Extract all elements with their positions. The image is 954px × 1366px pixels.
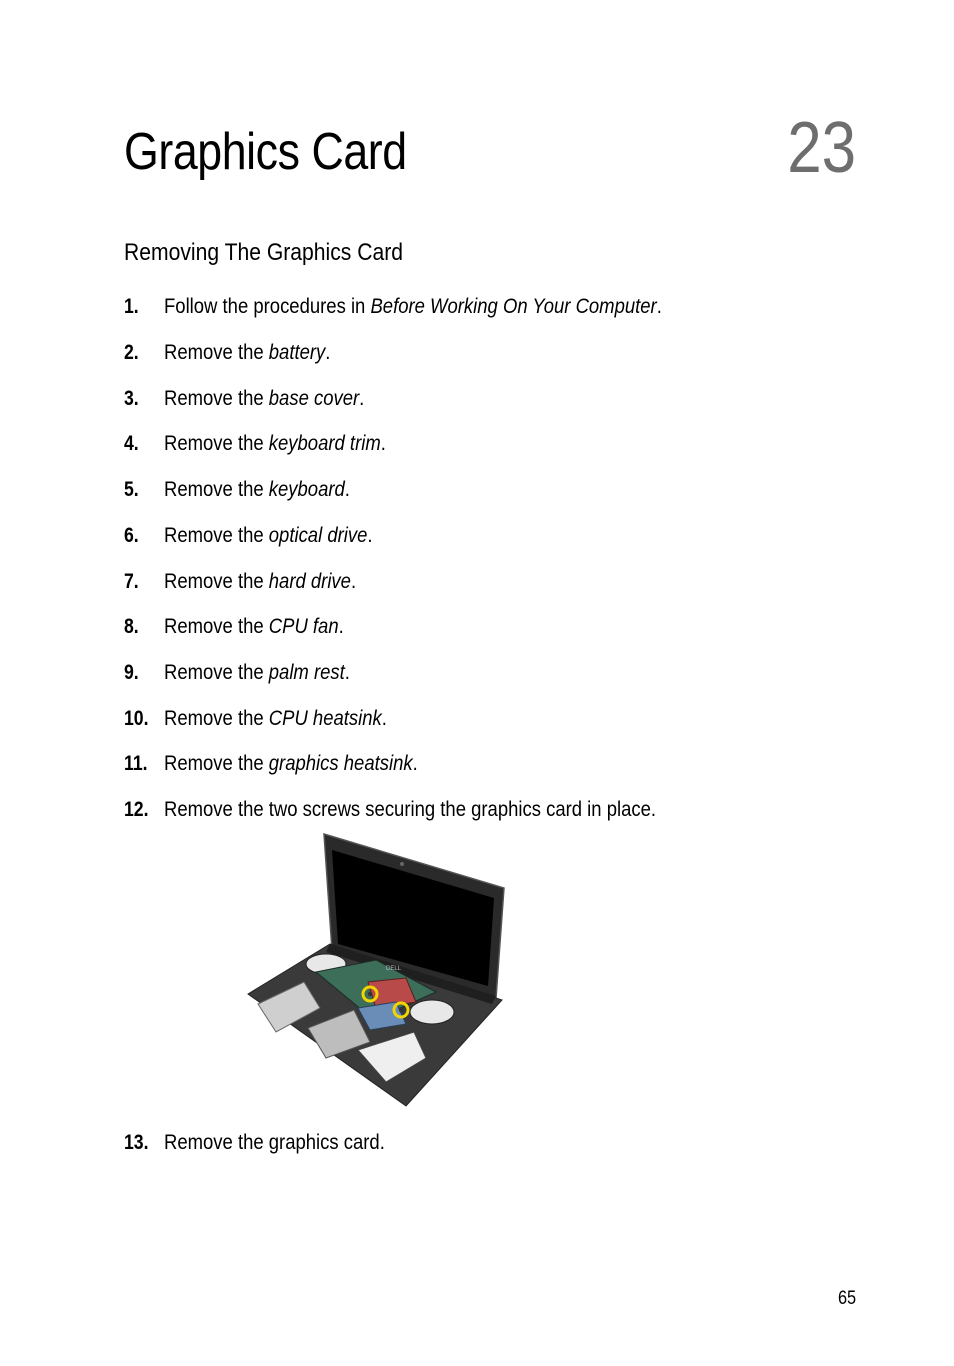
- step-text: [164, 749, 418, 779]
- step-prefix: Follow the procedures in: [164, 295, 371, 318]
- step-number: 9.: [124, 661, 139, 684]
- step-link[interactable]: graphics heatsink: [268, 752, 413, 775]
- step-suffix: .: [325, 341, 331, 364]
- step-text: [164, 612, 344, 642]
- step-text: [164, 384, 364, 414]
- step-number: 10.: [124, 707, 149, 730]
- step-number: 8.: [124, 615, 139, 638]
- right-fan-opening: [410, 1000, 454, 1024]
- step-number: 1.: [124, 295, 139, 318]
- step-suffix: .: [367, 524, 373, 547]
- step-number: 11.: [124, 752, 148, 775]
- step-suffix: .: [359, 387, 365, 410]
- step-text: [164, 521, 373, 551]
- step-link[interactable]: hard drive: [268, 570, 351, 593]
- step-link[interactable]: CPU heatsink: [268, 707, 382, 730]
- step-number: 7.: [124, 570, 139, 593]
- step-suffix: .: [381, 707, 387, 730]
- step-text: Remove the two screws securing the graphics card in place.: [164, 798, 657, 821]
- step-suffix: .: [344, 661, 350, 684]
- step-suffix: .: [350, 570, 357, 593]
- step-number: 5.: [124, 478, 139, 501]
- chapter-title: Graphics Card: [124, 123, 407, 181]
- step-prefix: Remove the: [164, 524, 269, 547]
- step-number: 6.: [124, 524, 139, 547]
- step-text: [164, 338, 330, 368]
- step-prefix: Remove the: [164, 387, 269, 410]
- step-link[interactable]: keyboard: [268, 478, 345, 501]
- step-text: [164, 704, 387, 734]
- step-suffix: .: [344, 478, 350, 501]
- step-prefix: Remove the: [164, 341, 269, 364]
- step-prefix: Remove the: [164, 615, 269, 638]
- step-text: [164, 292, 662, 322]
- screw-marker-icon: [368, 992, 372, 996]
- chapter-number: 23: [787, 108, 856, 188]
- step-link[interactable]: CPU fan: [268, 615, 339, 638]
- step-link[interactable]: Before Working On Your Computer: [370, 295, 657, 318]
- section-heading: Removing The Graphics Card: [124, 239, 403, 266]
- step-number: 13.: [124, 1131, 149, 1154]
- step-suffix: .: [338, 615, 344, 638]
- step-prefix: Remove the: [164, 478, 269, 501]
- step-text: Remove the graphics card.: [164, 1131, 385, 1154]
- step-prefix: Remove the: [164, 432, 269, 455]
- step-link[interactable]: palm rest: [268, 661, 345, 684]
- webcam-icon: [400, 862, 404, 866]
- step-suffix: .: [380, 432, 386, 455]
- page-number: 65: [837, 1288, 856, 1309]
- step-text: [164, 429, 386, 459]
- step-text: [164, 567, 356, 597]
- laptop-illustration: [246, 832, 508, 1108]
- step-number: 4.: [124, 432, 139, 455]
- step-number: 12.: [124, 798, 149, 821]
- step-text: [164, 475, 350, 505]
- step-link[interactable]: battery: [268, 341, 326, 364]
- step-prefix: Remove the: [164, 570, 269, 593]
- brand-logo: DELL: [386, 966, 402, 972]
- step-suffix: .: [656, 295, 662, 318]
- screw-marker-icon: [399, 1008, 403, 1012]
- step-link[interactable]: base cover: [268, 387, 360, 410]
- step-prefix: Remove the: [164, 707, 269, 730]
- step-prefix: Remove the: [164, 661, 269, 684]
- step-number: 3.: [124, 387, 139, 410]
- step-link[interactable]: keyboard trim: [268, 432, 381, 455]
- step-number: 2.: [124, 341, 139, 364]
- step-link[interactable]: optical drive: [268, 524, 368, 547]
- laptop-graphics-card-figure: [246, 832, 508, 1108]
- step-suffix: .: [412, 752, 418, 775]
- step-text: [164, 658, 350, 688]
- step-prefix: Remove the: [164, 752, 269, 775]
